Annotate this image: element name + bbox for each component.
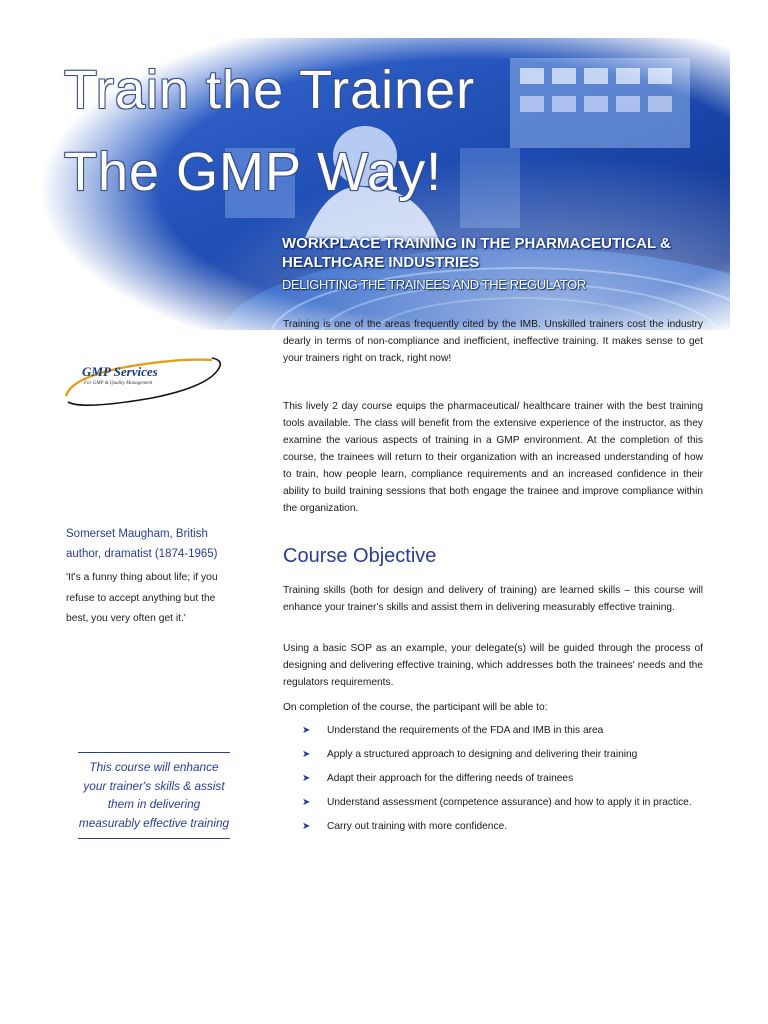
list-item-text: Understand assessment (competence assurance) and how to apply it in practice. [327,797,692,808]
logo-name: GMP Services [82,364,158,379]
hero-title-line1: Train the Trainer [64,60,476,120]
quote-author: Somerset Maugham, British author, dramatist (1874-1965) [66,528,218,560]
list-item-text: Adapt their approach for the differing needs of trainees [327,773,574,784]
list-item [283,747,703,763]
gmp-services-logo [62,356,224,412]
hero-banner [40,38,730,330]
quote-text: 'It's a funny thing about life; if you refuse to accept anything but the best, you very often get it.' [66,572,218,624]
chevron-right-icon: ➤ [302,773,311,784]
objective-paragraph-1: Training skills (both for design and delivery of training) are learned skills – this course will enhance your trainer's skills and assist them in delivering measurably effective training. [283,585,703,613]
objective-paragraph-2: Using a basic SOP as an example, your delegate(s) will be guided through the process of designing and delivering effective training, which addresses both the trainees' needs and the regulators requirements. [283,643,703,688]
list-item-text: Carry out training with more confidence. [327,821,508,832]
chevron-right-icon: ➤ [302,725,311,736]
hero-title-line2: The GMP Way! [64,142,443,202]
intro-paragraph-2: This lively 2 day course equips the pharmaceutical/ healthcare trainer with the best training tools available. The class will benefit from the extensive experience of the instructor, as they examine the various aspects of training in a GMP environment. At the completion of this course, the trainees will return to their organization with an increased understanding of how to train, how people learn, compliance requirements and an increased confidence in their ability to build training sessions that both engage the trainee and improve compliance within the organization. [283,401,703,514]
callout-box [78,752,230,839]
hero-subheading: DELIGHTING THE TRAINEES AND THE REGULATOR [282,277,586,292]
callout-text: This course will enhance your trainer's skills & assist them in delivering measurably effective training [78,760,230,830]
section-title-course-objective: Course Objective [283,545,437,567]
chevron-right-icon: ➤ [302,749,311,760]
list-item [283,723,703,739]
list-item [283,795,703,811]
chevron-right-icon: ➤ [302,821,311,832]
logo-tagline: For GMP & Quality Management [84,381,153,386]
list-item [283,819,703,835]
objective-lead: On completion of the course, the participant will be able to: [283,702,548,713]
list-item-text: Apply a structured approach to designing and delivering their training [327,749,638,760]
intro-paragraph-1: Training is one of the areas frequently cited by the IMB. Unskilled trainers cost the industry dearly in terms of non-compliance and inefficient, ineffective training. It makes sense to get your trainers right on track, right now! [283,319,703,364]
list-item-text: Understand the requirements of the FDA and IMB in this area [327,725,604,736]
hero-heading: WORKPLACE TRAINING IN THE PHARMACEUTICAL & HEALTHCARE INDUSTRIES [282,235,671,271]
list-item [283,771,703,787]
objective-bullet-list [283,723,703,843]
chevron-right-icon: ➤ [302,797,311,808]
